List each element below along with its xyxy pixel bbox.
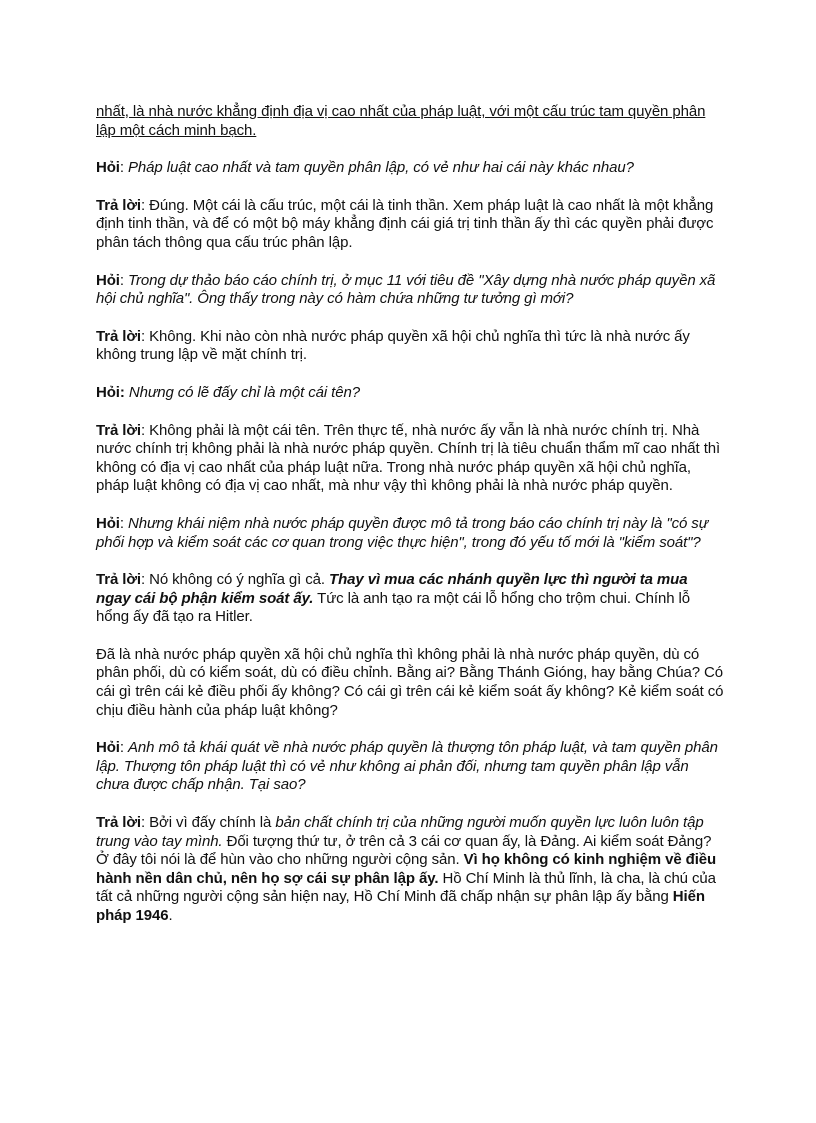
answer-italic: bản chất chính trị của những người muốn quyền lực luôn luôn tập trung vào tay mình. bbox=[96, 814, 704, 850]
answer-text: : Nó không có ý nghĩa gì cả. bbox=[140, 571, 330, 589]
answer-label: Trả lời bbox=[96, 571, 141, 589]
question-text: Pháp luật cao nhất và tam quyền phân lập, có vẻ như hai cái này khác nhau? bbox=[128, 159, 634, 177]
question-label: Hỏi: bbox=[96, 383, 125, 401]
body-paragraph: Đã là nhà nước pháp quyền xã hội chủ nghĩa thì không phải là nhà nước pháp quyền, dù có phân phối, dù có kiểm soát, dù có điều chỉnh. Bằng ai? Bằng Thánh Gióng, hay bằng Chúa? Có cái gì trên cái kẻ điều phối ấy không? Có cái gì trên cái kẻ kiểm soát ấy không? Kẻ kiểm soát có chịu điều hành của pháp luật không? bbox=[96, 645, 724, 719]
question-paragraph bbox=[96, 272, 724, 309]
answer-label: Trả lời bbox=[96, 421, 141, 439]
answer-paragraph bbox=[96, 814, 724, 926]
answer-paragraph bbox=[96, 571, 724, 627]
answer-paragraph: Trả lời: Đúng. Một cái là cấu trúc, một cái là tinh thần. Xem pháp luật là cao nhất là một khẳng định tinh thần, và để có một bộ máy khẳng định cái giá trị tinh thần ấy thì các quyền phải được phân tách thông qua cấu trúc phân lập. bbox=[96, 196, 714, 251]
intro-text: nhất, là nhà nước khẳng định địa vị cao nhất của pháp luật, với một cấu trúc tam quyền phân lập một cách minh bạch. bbox=[96, 103, 706, 139]
answer-paragraph: Trả lời: Không. Khi nào còn nhà nước pháp quyền xã hội chủ nghĩa thì tức là nhà nước ấy không trung lập về mặt chính trị. bbox=[96, 327, 690, 364]
intro-paragraph bbox=[96, 103, 724, 140]
answer-paragraph: Trả lời: Không phải là một cái tên. Trên thực tế, nhà nước ấy vẫn là nhà nước chính trị. Nhà nước chính trị không phải là nhà nước pháp quyền. Chính trị là tiêu chuẩn thẩm mĩ cao nhất thì không có địa vị cao nhất của pháp luật nữa. Trong nhà nước pháp quyền xã hội chủ nghĩa, pháp luật không có địa vị cao nhất, mà như vậy thì không phải là nhà nước pháp quyền. bbox=[96, 421, 721, 495]
answer-text-continued: Tức là anh tạo ra một cái lỗ hổng cho trộm chui. Chính lỗ hổng ấy đã tạo ra Hitler. bbox=[96, 589, 691, 626]
question-paragraph: Hỏi: Anh mô tả khái quát về nhà nước pháp quyền là thượng tôn pháp luật, và tam quyền phân lập. Thượng tôn pháp luật thì có vẻ như không ai phản đối, nhưng tam quyền phân lập vẫn chưa được chấp nhận. Tại sao? bbox=[96, 739, 718, 794]
question-label: Hỏi bbox=[96, 271, 120, 289]
answer-text: : Bởi vì đấy chính là bbox=[140, 814, 276, 832]
question-label: Hỏi bbox=[96, 739, 120, 757]
question-colon: : bbox=[119, 271, 124, 289]
question-label: Hỏi bbox=[96, 514, 120, 532]
question-paragraph bbox=[96, 515, 724, 552]
answer-text: Không. Khi nào còn nhà nước pháp quyền xã hội chủ nghĩa thì tức là nhà nước ấy không trung lập về mặt chính trị. bbox=[96, 327, 690, 364]
question-colon: : bbox=[119, 514, 124, 532]
answer-text-continued: Đối tượng thứ tư, ở trên cả 3 cái cơ quan ấy, là Đảng. Ai kiểm soát Đảng? Ở đây tôi nói là để hùn vào cho những người cộng sản. bbox=[96, 832, 712, 869]
answer-text: Đúng. Một cái là cấu trúc, một cái là tinh thần. Xem pháp luật là cao nhất là một khẳng định tinh thần, và để có một bộ máy khẳng định cái giá trị tinh thần ấy thì các quyền phải được phân tách thông qua cấu trúc phân lập. bbox=[96, 196, 714, 251]
question-paragraph bbox=[96, 159, 724, 178]
answer-label: Trả lời bbox=[96, 814, 141, 832]
answer-bold: Vì họ không có kinh nghiệm về điều hành nền dân chủ, nên họ sợ cái sự phân lập ấy. bbox=[96, 851, 717, 887]
answer-label: Trả lời bbox=[96, 196, 141, 214]
answer-text: Không phải là một cái tên. Trên thực tế, nhà nước ấy vẫn là nhà nước chính trị. Nhà nước chính trị không phải là nhà nước pháp quyền. Chính trị là tiêu chuẩn thẩm mĩ cao nhất thì không có địa vị cao nhất của pháp luật nữa. Trong nhà nước pháp quyền xã hội chủ nghĩa, pháp luật không có địa vị cao nhất, mà như vậy thì không phải là nhà nước pháp quyền. bbox=[96, 421, 721, 495]
answer-bold-end: Hiến pháp 1946 bbox=[96, 888, 705, 924]
document-body bbox=[96, 103, 724, 945]
question-text: Trong dự thảo báo cáo chính trị, ở mục 11 với tiêu đề "Xây dựng nhà nước pháp quyền xã hội chủ nghĩa". Ông thấy trong này có hàm chứa những tư tưởng gì mới? bbox=[96, 271, 716, 308]
answer-label: Trả lời bbox=[96, 327, 141, 345]
answer-text-end: . bbox=[168, 907, 173, 924]
question-label: Hỏi bbox=[96, 159, 120, 177]
question-colon: : bbox=[119, 159, 124, 177]
question-text: Anh mô tả khái quát về nhà nước pháp quyền là thượng tôn pháp luật, và tam quyền phân lập. Thượng tôn pháp luật thì có vẻ như không ai phản đối, nhưng tam quyền phân lập vẫn chưa được chấp nhận. Tại sao? bbox=[96, 739, 718, 794]
question-paragraph bbox=[96, 384, 724, 403]
question-text: Nhưng khái niệm nhà nước pháp quyền được mô tả trong báo cáo chính trị này là "có sự phối hợp và kiểm soát các cơ quan trong việc thực hiện", trong đó yếu tố mới là "kiểm soát"? bbox=[96, 514, 709, 551]
question-text: Nhưng có lẽ đấy chỉ là một cái tên? bbox=[128, 383, 360, 401]
answer-text-continued: Hồ Chí Minh là thủ lĩnh, là cha, là chú của tất cả những người cộng sản hiện nay, Hồ Chí Minh đã chấp nhận sự phân lập ấy bằng bbox=[96, 869, 716, 906]
answer-emphasis: Thay vì mua các nhánh quyền lực thì người ta mua ngay cái bộ phận kiểm soát ấy. bbox=[96, 571, 688, 607]
